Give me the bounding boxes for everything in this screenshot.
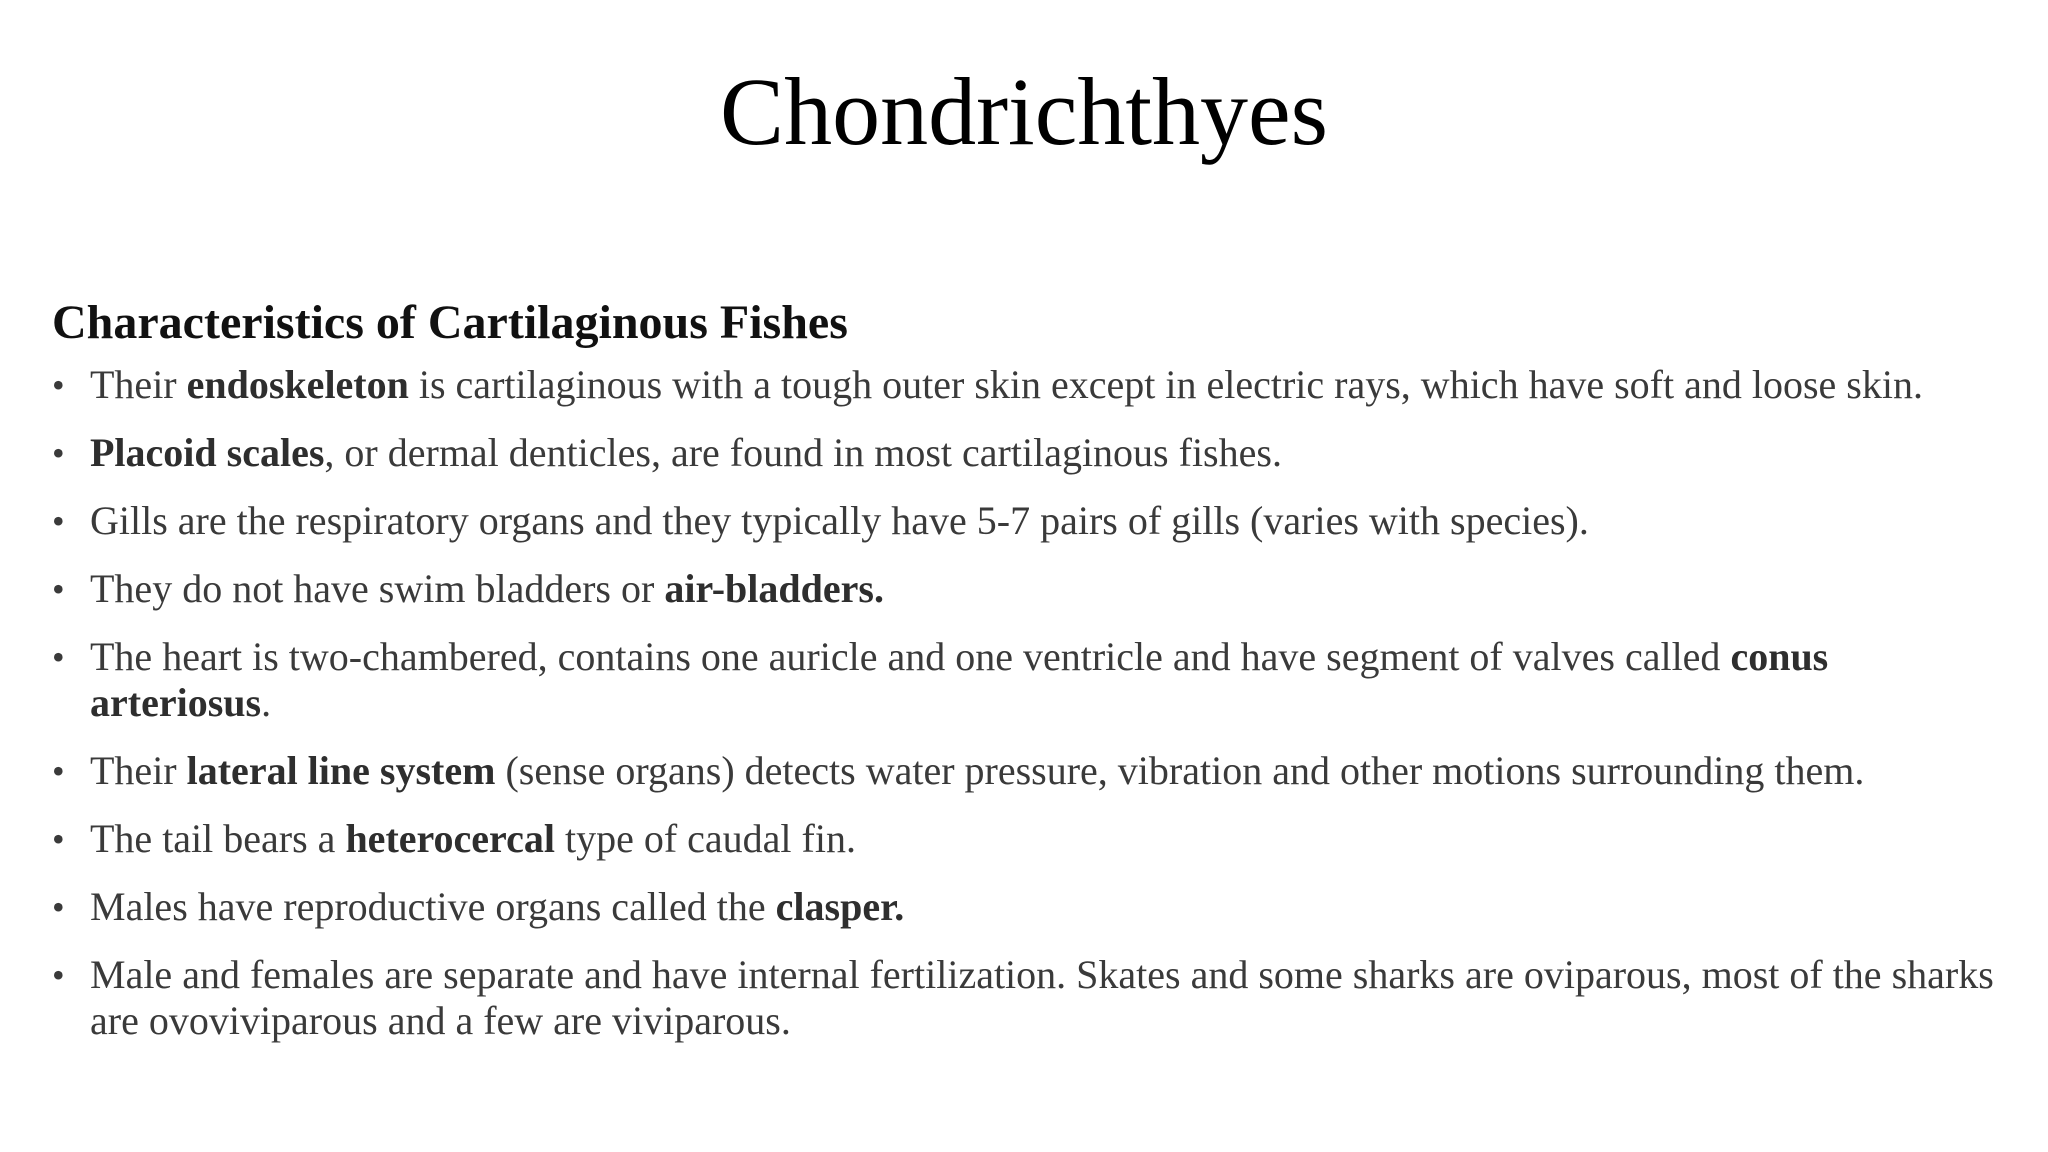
bullet-text: Their bbox=[90, 362, 187, 407]
bullet-text: (sense organs) detects water pressure, vibration and other motions surrounding them. bbox=[495, 748, 1865, 793]
bullet-item-tail bbox=[52, 816, 2012, 862]
bullet-text: Male and females are separate and have internal fertilization. Skates and some sharks are oviparous, most of the sharks are ovoviviparous and a few are viviparous. bbox=[90, 952, 1994, 1043]
bullet-item-endoskeleton bbox=[52, 362, 2012, 408]
bold-term: Placoid scales bbox=[90, 430, 325, 475]
bullet-item-heart bbox=[52, 634, 2012, 726]
bullet-text: The tail bears a bbox=[90, 816, 346, 861]
bullet-item-placoid-scales bbox=[52, 430, 2012, 476]
bold-term: endoskeleton bbox=[186, 362, 409, 407]
bullet-item-gills bbox=[52, 498, 2012, 544]
bullet-list bbox=[52, 362, 2012, 1044]
bullet-text: Their bbox=[90, 748, 187, 793]
bullet-text: They do not have swim bladders or bbox=[90, 566, 665, 611]
bullet-item-clasper bbox=[52, 884, 2012, 930]
section-heading: Characteristics of Cartilaginous Fishes bbox=[52, 296, 848, 349]
bullet-item-lateral-line bbox=[52, 748, 2012, 794]
slide-content bbox=[52, 294, 2012, 1066]
bullet-item-fertilization bbox=[52, 952, 2012, 1044]
bullet-text: . bbox=[261, 680, 272, 725]
bullet-item-swim-bladders bbox=[52, 566, 2012, 612]
bullet-text: type of caudal fin. bbox=[554, 816, 856, 861]
bold-term: heterocercal bbox=[345, 816, 555, 861]
slide-title: Chondrichthyes bbox=[720, 58, 1328, 165]
bold-term: air-bladders. bbox=[664, 566, 884, 611]
bullet-text: The heart is two-chambered, contains one auricle and one ventricle and have segment of valves called bbox=[90, 634, 1731, 679]
bullet-text: is cartilaginous with a tough outer skin except in electric rays, which have soft and loose skin. bbox=[408, 362, 1923, 407]
bullet-text: , or dermal denticles, are found in most cartilaginous fishes. bbox=[324, 430, 1282, 475]
bullet-text: Males have reproductive organs called the bbox=[90, 884, 776, 929]
bold-term: conus arteriosus bbox=[90, 634, 1829, 725]
bullet-text: Gills are the respiratory organs and they typically have 5-7 pairs of gills (varies with species). bbox=[90, 498, 1589, 543]
bold-term: clasper. bbox=[775, 884, 905, 929]
bold-term: lateral line system bbox=[186, 748, 496, 793]
